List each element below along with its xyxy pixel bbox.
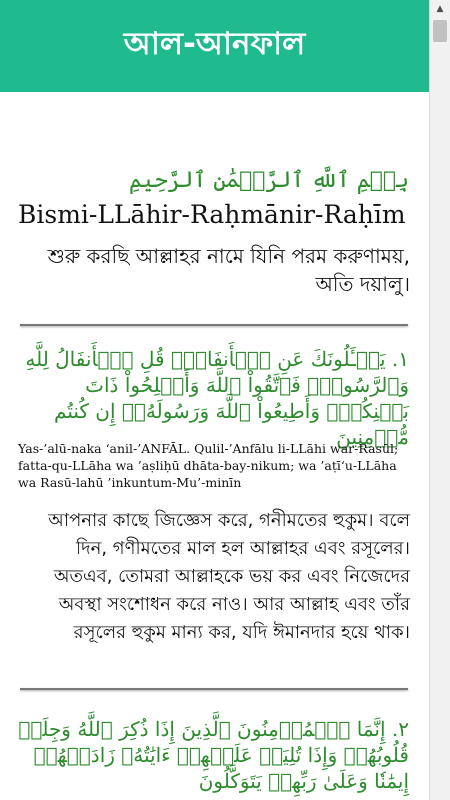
basmala-transliteration: Bismi-LLāhir-Raḥmānir-Raḥīm	[18, 200, 406, 229]
verse-2-arabic: ٢. إِنَّمَا ٱلۡمُؤۡمِنُونَ ٱلَّذِينَ إِذَا ذُكِرَ ٱللَّهُ وَجِلَتۡ قُلُوبُهُمۡ وَإِذَا تُلِيَتۡ عَلَيۡهِمۡ ءَايَٰتُهُۥ زَادَتۡهُمۡ إِيمَٰنٗا وَعَلَىٰ رَبِّهِمۡ يَتَوَكَّلُونَ	[18, 717, 409, 793]
verse-1-transliteration: Yas-’alū-naka ‘anil-’ANFĀL. Qulil-’Anfālu li-LLāhi war-Rasūl; fatta-qu-LLāha wa ’aṣliḥū dhāta-bay-nikum; wa ’aṭī‘u-LLāha wa Rasū-lahū ’inkuntum-Mu’-minīn	[18, 441, 399, 490]
scrollbar[interactable]	[429, 0, 450, 800]
divider	[20, 688, 408, 690]
scrollbar-thumb[interactable]	[433, 20, 447, 42]
verse-1-arabic: ١. يَسۡـَٔلُونَكَ عَنِ ٱلۡأَنفَالِۖ قُلِ ٱلۡأَنفَالُ لِلَّهِ وَٱلرَّسُولِۖ فَٱتَّقُواْ ٱللَّهَ وَأَصۡلِحُواْ ذَاتَ بَيۡنِكُمۡۖ وَأَطِيعُواْ ٱللَّهَ وَرَسُولَهُۥٓ إِن كُنتُم مُّؤۡمِنِينَ	[25, 347, 409, 449]
divider	[20, 324, 408, 326]
verse-1-translation: আপনার কাছে জিজ্ঞেস করে, গনীমতের হুকুম। বলে দিন, গণীমতের মাল হল আল্লাহর এবং রসূলের। অতএব, তোমরা আল্লাহকে ভয় কর এবং নিজেদের অবস্থা সংশোধন করে নাও। আর আল্লাহ এবং তাঁর রসূলের হুকুম মান্য কর, যদি ঈমানদার হয়ে থাক।	[48, 510, 410, 643]
app-header	[0, 0, 429, 92]
basmala-arabic: بِسۡمِ ٱللَّهِ ٱلرَّحۡمَٰنِ ٱلرَّحِيمِ	[128, 168, 409, 193]
surah-content[interactable]	[0, 92, 429, 800]
surah-title: আল-আনফাল	[123, 26, 306, 62]
basmala-translation: শুরু করছি আল্লাহর নামে যিনি পরম করুণাময়, অতি দয়ালু।	[47, 244, 410, 296]
scroll-up-arrow-icon[interactable]: ▲	[436, 4, 444, 14]
